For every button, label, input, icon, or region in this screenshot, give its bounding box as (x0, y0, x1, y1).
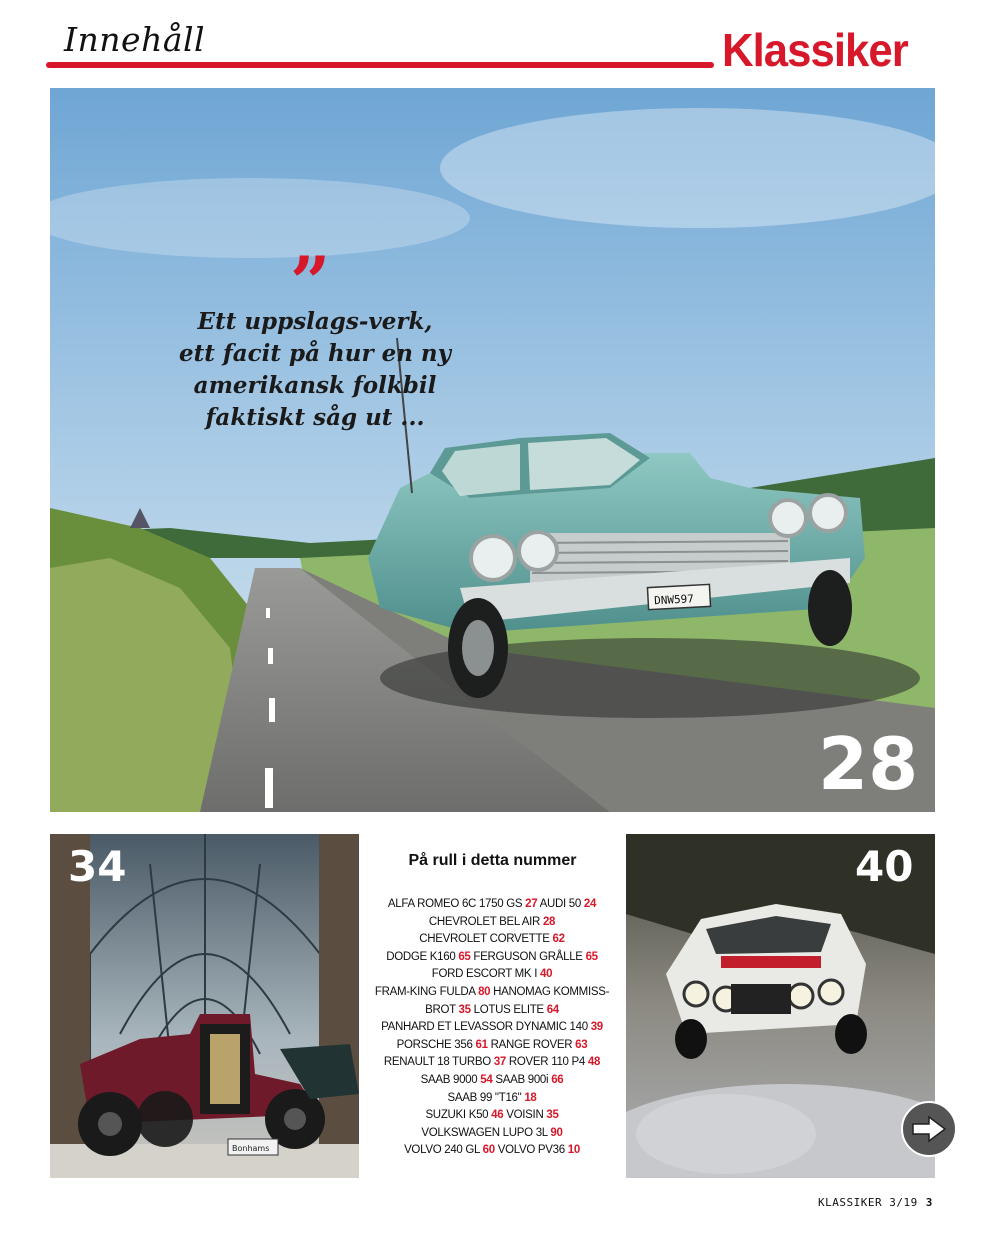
index-page-number[interactable]: 54 (480, 1073, 493, 1086)
pull-quote-line: faktiskt såg ut ... (205, 404, 425, 431)
index-entry (372, 984, 612, 1002)
index-model-name: DODGE K160 (386, 950, 459, 963)
brand-logo: Klassiker (722, 24, 908, 76)
index-model-name: ALFA ROMEO 6C 1750 GS (387, 898, 526, 910)
index-page-number[interactable]: 39 (590, 1021, 603, 1034)
index-page-number[interactable]: 62 (552, 933, 565, 946)
index-page-number[interactable]: 64 (546, 1003, 559, 1016)
header-rule (46, 62, 714, 68)
index-model-name: SAAB 99 "T16" (447, 1091, 525, 1104)
index-model-name: BROT (425, 1003, 459, 1016)
index-entry (372, 1054, 612, 1072)
index-page-number[interactable]: 80 (478, 985, 491, 998)
index-page-number[interactable]: 61 (475, 1038, 488, 1051)
index-entry (372, 914, 612, 932)
arrow-right-icon (911, 1115, 947, 1143)
index-model-name: FERGUSON GRÅLLE (470, 950, 586, 963)
pull-quote-line: amerikansk folkbil (193, 372, 437, 399)
index-model-name: VOLKSWAGEN LUPO 3L (421, 1126, 551, 1139)
index-model-name: AUDI 50 (537, 898, 584, 910)
index-entry (372, 896, 612, 914)
pull-quote (155, 306, 475, 434)
index-entry (372, 949, 612, 967)
index-entry (372, 1002, 612, 1020)
index-model-name: FORD ESCORT MK I (431, 968, 540, 981)
index-page-number[interactable]: 18 (524, 1091, 537, 1104)
index-entry (372, 1037, 612, 1055)
index-page-number[interactable]: 48 (587, 1056, 601, 1069)
exhibit-sign: Bonhams (232, 1144, 270, 1153)
index-model-name: FRAM-KING FULDA (374, 985, 479, 998)
index-page-number[interactable]: 28 (542, 915, 556, 928)
page-title: Innehåll (64, 20, 206, 59)
index-model-name: CHEVROLET CORVETTE (419, 933, 553, 946)
index-model-name: SUZUKI K50 (425, 1109, 492, 1122)
index-entry (372, 931, 612, 949)
footer-page-number: 3 (925, 1196, 933, 1209)
index-entry (372, 966, 612, 984)
index-model-name: ROVER 110 P4 (506, 1056, 588, 1069)
index-entry (372, 1125, 612, 1143)
right-photo-page-number[interactable]: 40 (855, 842, 914, 891)
index-page-number[interactable]: 60 (482, 1144, 495, 1157)
index-entry (372, 1107, 612, 1125)
left-photo-page-number[interactable]: 34 (68, 842, 127, 891)
index-page-number[interactable]: 24 (583, 898, 597, 910)
index-model-name: VOLVO 240 GL (404, 1144, 483, 1157)
index-model-name: VOISIN (503, 1109, 547, 1122)
pull-quote-line: ett facit på hur en ny (178, 340, 452, 367)
page-footer (818, 1196, 933, 1209)
index-page-number[interactable]: 35 (458, 1003, 471, 1016)
index-model-name: RANGE ROVER (487, 1038, 576, 1051)
index-model-name: CHEVROLET BEL AIR (428, 915, 543, 928)
quote-mark: ” (290, 241, 331, 324)
model-index-list (372, 896, 612, 1160)
next-page-button[interactable] (901, 1101, 957, 1157)
index-page-number[interactable]: 65 (585, 950, 598, 963)
index-model-name: LOTUS ELITE (470, 1003, 547, 1016)
index-page-number[interactable]: 37 (493, 1056, 507, 1069)
index-entry (372, 1142, 612, 1160)
index-model-name: SAAB 9000 (420, 1073, 481, 1086)
index-page-number[interactable]: 65 (458, 950, 471, 963)
hero-page-number[interactable]: 28 (818, 722, 919, 806)
index-page-number[interactable]: 90 (550, 1126, 563, 1139)
index-page-number[interactable]: 63 (575, 1038, 588, 1051)
index-title: På rull i detta nummer (408, 852, 577, 869)
index-page-number[interactable]: 35 (546, 1109, 559, 1122)
index-page-number[interactable]: 46 (491, 1109, 504, 1122)
footer-magazine-issue: KLASSIKER 3/19 (818, 1196, 918, 1209)
index-entry (372, 1090, 612, 1108)
index-model-name: PORSCHE 356 (396, 1038, 476, 1051)
index-page-number[interactable]: 27 (525, 898, 538, 910)
license-plate: DNW597 (653, 592, 695, 608)
index-model-name: HANOMAG KOMMISS- (490, 985, 610, 998)
left-photo[interactable] (50, 834, 359, 1178)
index-model-name: RENAULT 18 TURBO (383, 1056, 494, 1069)
pull-quote-line: Ett uppslags-verk, (197, 308, 433, 335)
index-page-number[interactable]: 40 (540, 968, 553, 981)
hero-photo[interactable] (50, 88, 935, 812)
index-page-number[interactable]: 66 (551, 1073, 564, 1086)
index-page-number[interactable]: 10 (567, 1144, 580, 1157)
index-entry (372, 1019, 612, 1037)
index-model-name: SAAB 900i (492, 1073, 552, 1086)
index-entry (372, 1072, 612, 1090)
right-photo[interactable] (626, 834, 935, 1178)
hero-car-illustration (50, 88, 935, 812)
index-model-name: VOLVO PV36 (494, 1144, 568, 1157)
index-model-name: PANHARD ET LEVASSOR DYNAMIC 140 (381, 1021, 591, 1034)
